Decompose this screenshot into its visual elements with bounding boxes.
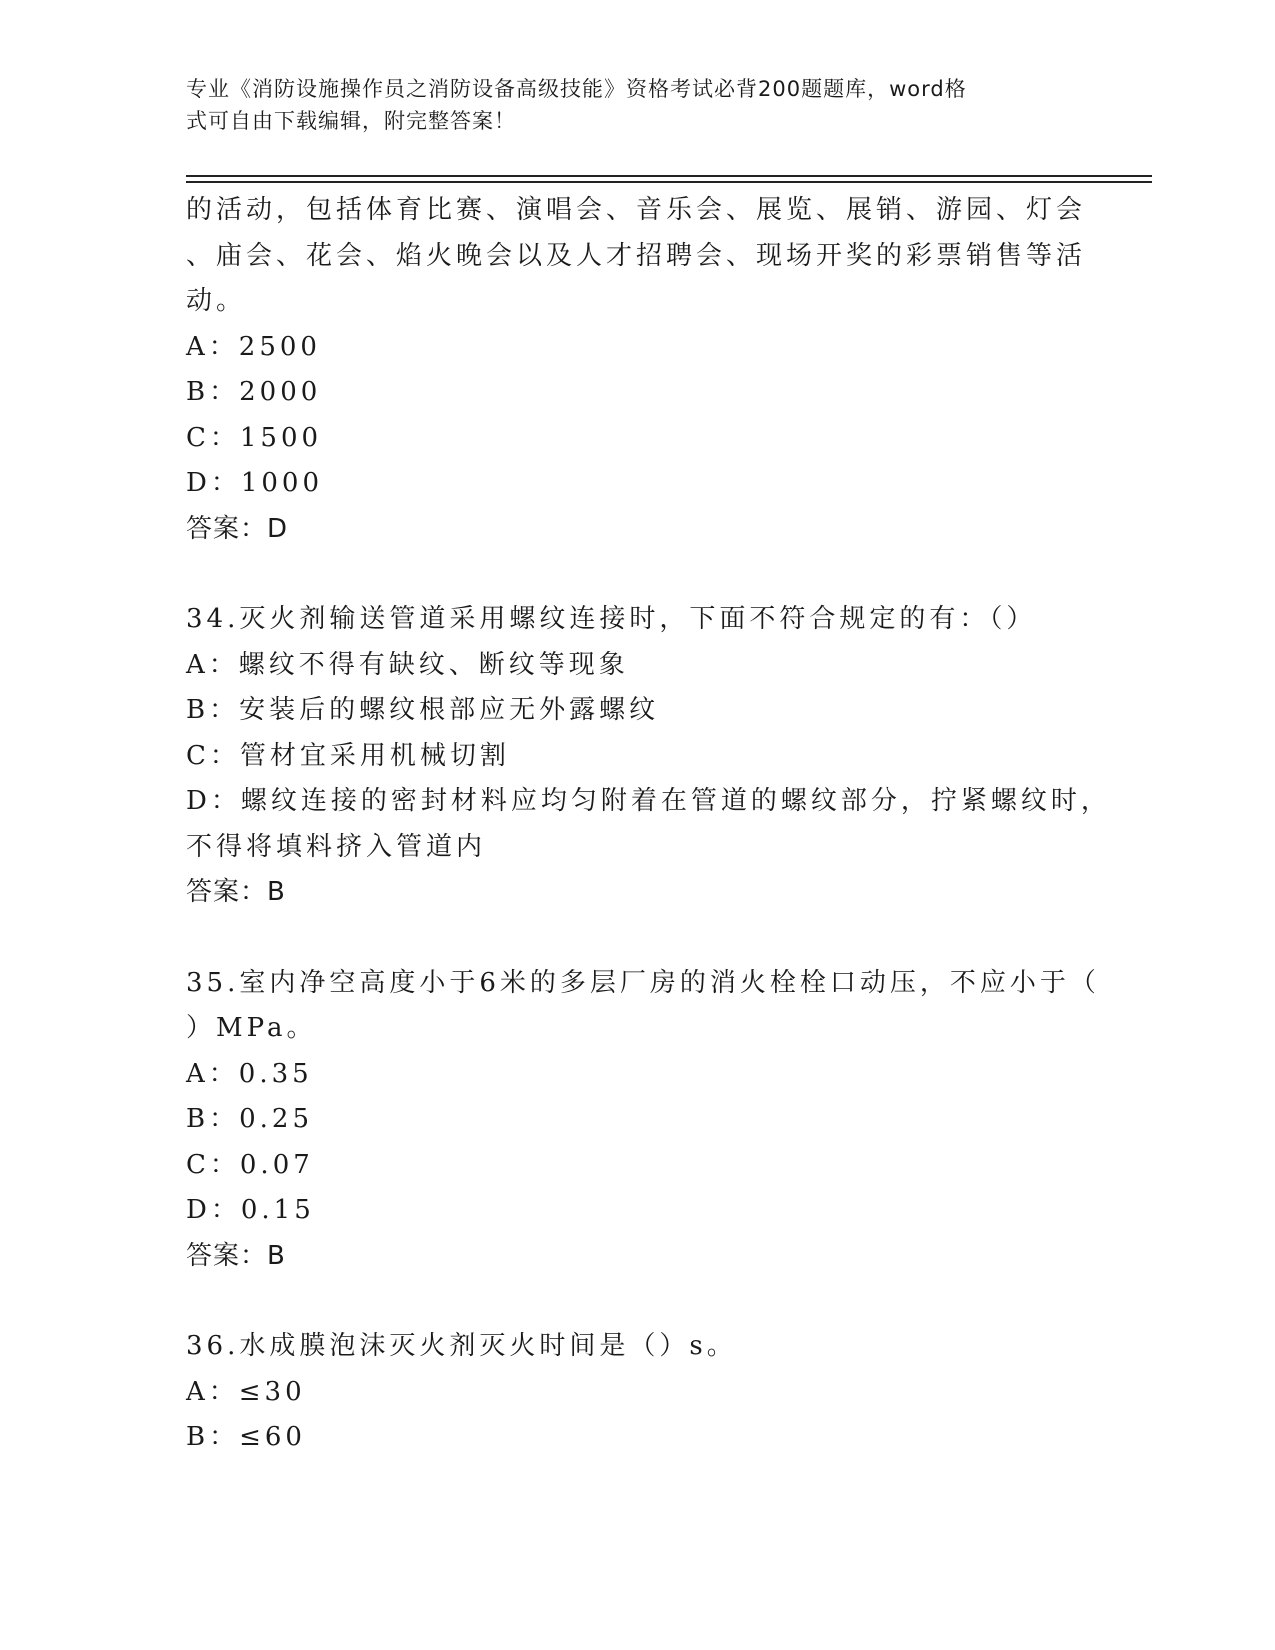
question-stem: 34.灭火剂输送管道采用螺纹连接时，下面不符合规定的有：（）	[186, 604, 1037, 634]
question-stem-continued: ）MPa。	[186, 1013, 317, 1043]
question-stem: 36.水成膜泡沫灭火剂灭火时间是（）s。	[186, 1331, 737, 1361]
header-line-1: 专业《消防设施操作员之消防设备高级技能》资格考试必背200题题库，word格	[186, 77, 967, 101]
header-rule-bottom	[186, 181, 1152, 183]
option-c: C：0.07	[186, 1149, 314, 1180]
option-d: D：1000	[186, 468, 324, 498]
question-stem-line: 、庙会、花会、焰火晚会以及人才招聘会、现场开奖的彩票销售等活	[186, 240, 1087, 271]
option-b: B：2000	[186, 377, 322, 407]
option-d: D：螺纹连接的密封材料应均匀附着在管道的螺纹部分，拧紧螺纹时，	[186, 786, 1111, 816]
question-35	[186, 961, 1100, 1280]
question-34	[186, 597, 1111, 916]
document-header	[186, 73, 1066, 137]
option-a: A：螺纹不得有缺纹、断纹等现象	[186, 649, 629, 680]
header-rule-top	[186, 175, 1152, 177]
option-a: A：≤30	[186, 1376, 306, 1407]
option-c: C：1500	[186, 422, 323, 453]
question-33-continued	[186, 188, 1086, 552]
spacer	[186, 1279, 1086, 1324]
spacer	[186, 552, 1086, 597]
option-b: B：安装后的螺纹根部应无外露螺纹	[186, 695, 660, 725]
option-a: A：0.35	[186, 1058, 313, 1089]
document-body	[186, 188, 1111, 1461]
option-b: B：≤60	[186, 1422, 306, 1452]
option-b: B：0.25	[186, 1104, 313, 1134]
answer: 答案：B	[186, 877, 286, 907]
question-stem-line: 的活动，包括体育比赛、演唱会、音乐会、展览、展销、游园、灯会	[186, 195, 1087, 225]
option-d-continued: 不得将填料挤入管道内	[186, 831, 487, 862]
question-36	[186, 1324, 1086, 1461]
question-stem-line: 动。	[186, 286, 247, 316]
question-stem: 35.室内净空高度小于6米的多层厂房的消火栓栓口动压，不应小于（	[186, 967, 1100, 998]
answer: 答案：B	[186, 1240, 286, 1271]
option-a: A：2500	[186, 331, 321, 362]
option-c: C：管材宜采用机械切割	[186, 740, 510, 771]
option-d: D：0.15	[186, 1195, 315, 1225]
spacer	[186, 916, 1086, 961]
answer: 答案：D	[186, 513, 289, 544]
header-line-2: 式可自由下载编辑，附完整答案！	[186, 109, 516, 133]
